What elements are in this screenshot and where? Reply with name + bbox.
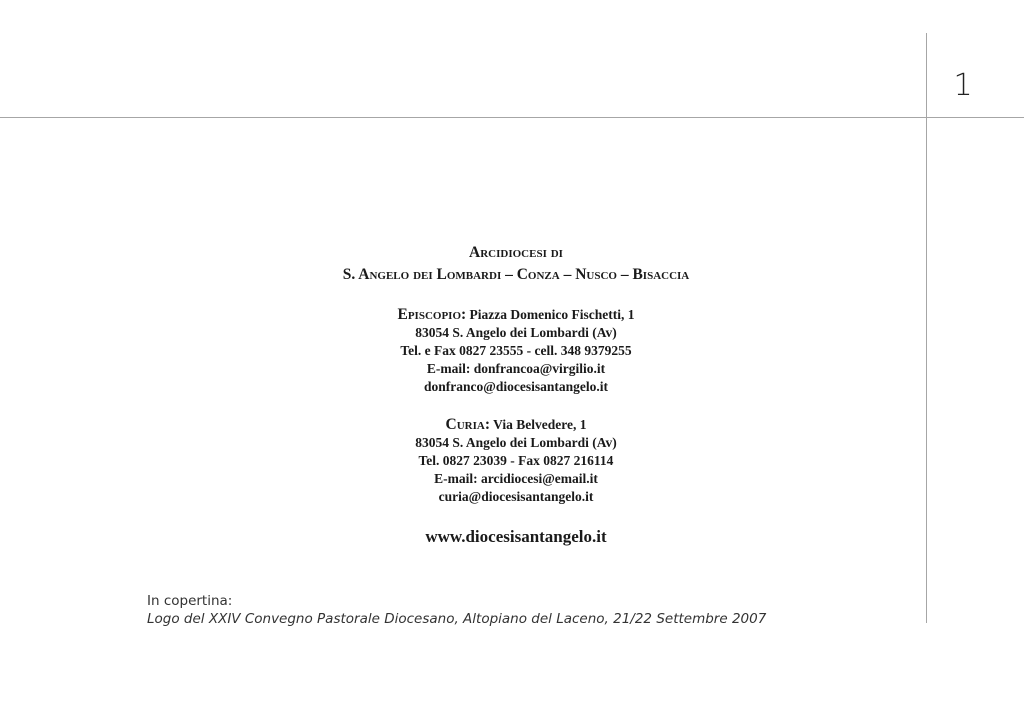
episcopio-block bbox=[216, 306, 816, 396]
curia-address-line bbox=[216, 416, 816, 434]
episcopio-address: Piazza Domenico Fischetti, 1 bbox=[469, 307, 635, 322]
episcopio-city: 83054 S. Angelo dei Lombardi (Av) bbox=[415, 325, 617, 340]
website-link: www.diocesisantangelo.it bbox=[425, 527, 607, 546]
page-number: 1 bbox=[953, 68, 973, 103]
curia-label: Curia: bbox=[445, 416, 490, 433]
episcopio-email: E-mail: donfrancoa@virgilio.it bbox=[426, 361, 606, 376]
curia-city: 83054 S. Angelo dei Lombardi (Av) bbox=[415, 435, 617, 450]
curia-phone: Tel. 0827 23039 - Fax 0827 216114 bbox=[418, 453, 614, 468]
episcopio-email-secondary: donfranco@diocesisantangelo.it bbox=[424, 379, 608, 394]
episcopio-address-line bbox=[216, 306, 816, 324]
curia-email: E-mail: arcidiocesi@email.it bbox=[434, 471, 598, 486]
curia-block bbox=[216, 416, 816, 506]
vertical-rule bbox=[926, 33, 927, 623]
diocese-heading-line1: Arcidiocesi di bbox=[469, 244, 563, 261]
episcopio-label: Episcopio: bbox=[397, 306, 467, 323]
cover-caption-text: Logo del XXIV Convegno Pastorale Diocesano, Altopiano del Laceno, 21/22 Settembre 2007 bbox=[147, 611, 767, 627]
curia-address: Via Belvedere, 1 bbox=[493, 417, 587, 432]
horizontal-rule bbox=[0, 117, 1024, 118]
curia-email-secondary: curia@diocesisantangelo.it bbox=[438, 489, 594, 504]
cover-caption bbox=[147, 592, 766, 628]
cover-caption-label: In copertina: bbox=[147, 593, 233, 609]
episcopio-phone: Tel. e Fax 0827 23555 - cell. 348 9379255 bbox=[400, 343, 632, 358]
diocese-heading-line2: S. Angelo dei Lombardi – Conza – Nusco – Bisaccia bbox=[342, 266, 690, 283]
diocese-heading bbox=[216, 242, 816, 286]
